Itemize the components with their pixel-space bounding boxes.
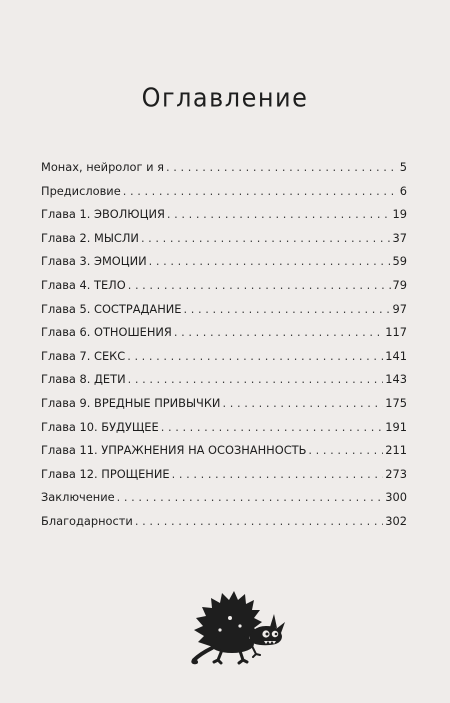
toc-entry-page: 97 — [392, 301, 407, 316]
page-title: Оглавление — [141, 82, 309, 114]
toc-entry[interactable] — [41, 396, 407, 420]
toc-entry-label: Глава 11. УПРАЖНЕНИЯ НА ОСОЗНАННОСТЬ — [41, 443, 307, 458]
toc-entry-page: 211 — [385, 443, 407, 458]
dot-leader — [141, 231, 391, 245]
toc-entry[interactable] — [41, 325, 407, 349]
toc-entry-page: 6 — [399, 183, 407, 198]
toc-entry-page: 141 — [385, 348, 407, 363]
toc-entry-label: Глава 2. МЫСЛИ — [41, 230, 139, 245]
toc-entry-label: Заключение — [41, 490, 115, 505]
toc-entry-page: 59 — [392, 254, 407, 269]
toc-entry-page: 117 — [385, 325, 407, 340]
dot-leader — [172, 467, 384, 481]
toc-entry-label: Глава 7. СЕКС — [41, 348, 126, 363]
toc-entry[interactable] — [41, 231, 407, 255]
toc-entry-page: 300 — [385, 490, 407, 505]
dot-leader — [167, 207, 391, 221]
toc-entry-label: Монах, нейролог и я — [41, 160, 164, 174]
dot-leader — [166, 160, 398, 174]
toc-entry-label: Предисловие — [41, 183, 121, 198]
toc-entry-label: Глава 5. СОСТРАДАНИЕ — [41, 301, 182, 316]
toc-entry-page: 191 — [385, 419, 407, 434]
toc-entry-label: Глава 1. ЭВОЛЮЦИЯ — [41, 207, 165, 222]
toc-entry[interactable] — [41, 514, 407, 538]
toc-entry[interactable] — [41, 184, 407, 208]
dot-leader — [128, 278, 391, 292]
toc-entry-label: Глава 4. ТЕЛО — [41, 277, 126, 292]
toc-entry-page: 79 — [392, 277, 407, 292]
toc-entry-label: Глава 8. ДЕТИ — [41, 372, 126, 387]
dot-leader — [161, 420, 384, 434]
dot-leader — [123, 184, 398, 198]
dot-leader — [117, 490, 384, 504]
toc-entry-page: 5 — [399, 160, 407, 174]
toc-entry[interactable] — [41, 254, 407, 278]
toc-entry-page: 19 — [392, 207, 407, 222]
toc-entry-page: 302 — [385, 513, 407, 528]
dot-leader — [308, 443, 383, 457]
toc-entry[interactable] — [41, 207, 407, 231]
toc-entry[interactable] — [41, 278, 407, 302]
toc-entry-page: 175 — [385, 395, 407, 410]
toc-entry[interactable] — [41, 420, 407, 444]
dot-leader — [174, 325, 383, 339]
dot-leader — [128, 372, 384, 386]
toc-entry-label: Глава 12. ПРОЩЕНИЕ — [41, 466, 170, 481]
toc-entry[interactable] — [41, 490, 407, 514]
dot-leader — [135, 514, 383, 528]
toc-entry[interactable] — [41, 467, 407, 491]
toc-entry[interactable] — [41, 349, 407, 373]
toc-entry[interactable] — [41, 372, 407, 396]
toc-entry-page: 37 — [392, 230, 407, 245]
dinosaur-illustration-icon — [190, 588, 290, 668]
toc-entry-label: Глава 6. ОТНОШЕНИЯ — [41, 325, 172, 340]
table-of-contents — [41, 160, 407, 538]
toc-entry[interactable] — [41, 302, 407, 326]
dot-leader — [222, 396, 383, 410]
dot-leader — [127, 349, 383, 363]
toc-entry-label: Глава 10. БУДУЩЕЕ — [41, 419, 159, 434]
toc-entry[interactable] — [41, 443, 407, 467]
toc-entry-page: 143 — [385, 372, 407, 387]
toc-entry-label: Глава 3. ЭМОЦИИ — [41, 254, 147, 269]
dot-leader — [149, 254, 391, 268]
dot-leader — [183, 302, 390, 316]
toc-entry[interactable] — [41, 160, 407, 184]
toc-entry-label: Глава 9. ВРЕДНЫЕ ПРИВЫЧКИ — [41, 395, 221, 410]
toc-entry-page: 273 — [385, 466, 407, 481]
toc-entry-label: Благодарности — [41, 513, 133, 528]
